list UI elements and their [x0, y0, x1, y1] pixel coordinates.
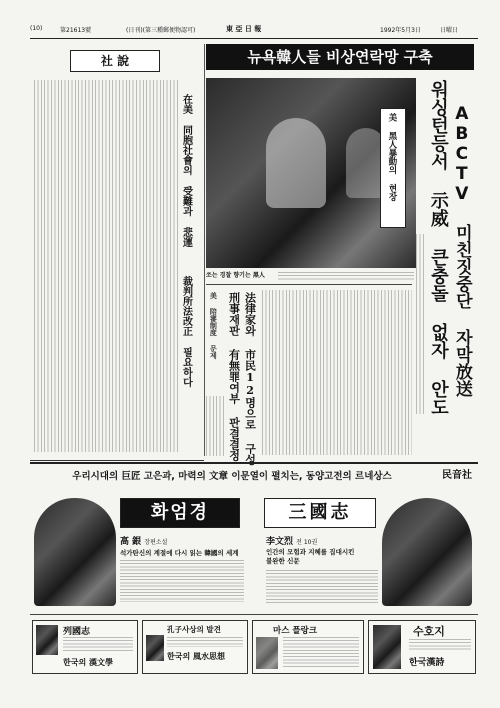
book2-author — [266, 534, 317, 547]
small-book-ad — [32, 620, 138, 674]
author-photo-yi-munyol — [382, 498, 472, 606]
ad-divider — [30, 614, 478, 615]
article-subhead-1: 法律家와 市民12명으로 구성 — [243, 292, 257, 465]
book-cover — [373, 625, 401, 669]
small-book-text — [283, 637, 359, 667]
book2-desc — [266, 548, 380, 566]
book2-text-block — [266, 570, 378, 604]
small-book-text — [167, 637, 243, 647]
photo-caption-text: 쏘는 경찰 향기는 黑人 — [206, 272, 265, 279]
newspaper-name: 東 亞 日 報 — [226, 24, 262, 33]
caption-text-block — [278, 272, 414, 280]
small-book-text — [63, 637, 133, 651]
photo-figure — [266, 118, 326, 208]
postal-stamp: (日刊)(第三種郵便物認可) — [126, 27, 196, 34]
small-book-subtitle: 한국의 漢文學 — [63, 657, 113, 667]
book2-desc-line1: 인간의 모험과 지혜를 집대시킨 — [266, 548, 355, 556]
quote-text: 美 黑人暴動의 현장 — [386, 113, 397, 201]
article-text-block-small — [206, 396, 224, 456]
banner-headline: 뉴욕韓人들 비상연락망 구축 — [247, 48, 433, 66]
book1-author — [120, 534, 167, 547]
side-text-block — [416, 234, 426, 414]
quote-box — [380, 108, 406, 228]
book1-desc: 석가탄신의 계절에 다시 읽는 韓國의 세계 — [120, 549, 239, 557]
article-text-block — [262, 290, 412, 455]
main-headline: 워싱턴등서 示威 큰충돌 없자 안도 — [427, 80, 449, 416]
issue-day: 日曜日 — [440, 27, 459, 34]
advertisement — [30, 462, 478, 678]
small-book-ad — [142, 620, 248, 674]
issue-number: 第21613號 — [60, 27, 92, 34]
editorial-title-2: 裁判所法改正 필요하다 — [180, 276, 192, 387]
small-book-subtitle: 한국의 風水思想 — [167, 651, 225, 661]
main-news-section — [204, 44, 478, 465]
author-photo-ko-un — [34, 498, 116, 606]
book2-author-name: 李文烈 — [266, 537, 294, 547]
small-book-title: 마스 플랑크 — [273, 626, 318, 636]
editorial-title-1: 在美 同胞社會의 受難과 悲運 — [180, 94, 192, 247]
side-article-title: 美 陪審制度 문제 — [209, 292, 219, 359]
banner-box — [206, 44, 474, 70]
page-number: (10) — [30, 25, 43, 32]
small-book-ad — [368, 620, 476, 674]
publisher-logo: 民音社 — [442, 470, 472, 481]
small-book-ad — [252, 620, 364, 674]
main-subhead: ABCTV 미친짓중단 자막放送 — [451, 104, 472, 397]
book1-author-name: 高 銀 — [120, 537, 142, 547]
book2-author-sub: 전 10권 — [296, 539, 318, 546]
book1-text-block — [120, 560, 244, 602]
small-book-text — [409, 639, 471, 651]
editorial-text-block — [34, 80, 178, 452]
book2-desc-line2: 불완한 신문 — [266, 557, 300, 565]
small-book-title: 수호지 — [413, 625, 445, 638]
article-divider — [206, 284, 412, 285]
small-book-title: 列國志 — [63, 627, 91, 637]
small-book-title: 孔子사상의 발견 — [167, 625, 221, 634]
book1-title: 화엄경 — [150, 502, 210, 523]
editorial-section — [30, 44, 205, 456]
book2-title-box — [264, 498, 376, 528]
newspaper-header — [30, 22, 478, 39]
ad-tagline: 우리시대의 巨匠 고은과, 마력의 文章 이문열이 펼치는, 동양고전의 르네상스 — [72, 471, 392, 482]
editorial-label: 社 說 — [100, 54, 130, 68]
editorial-label-box — [70, 50, 160, 72]
book-cover — [146, 635, 164, 661]
book1-title-box — [120, 498, 240, 528]
photo-caption — [206, 270, 416, 280]
issue-date: 1992年5月3日 — [380, 27, 421, 34]
section-divider — [30, 460, 204, 461]
article-subhead-2: 刑事재판 有無罪여부 판결결정 — [227, 292, 241, 461]
book-cover — [36, 625, 58, 655]
book2-title: 三國志 — [288, 502, 352, 523]
book1-author-sub: 장편소설 — [144, 539, 168, 546]
small-book-subtitle: 한국漢詩 — [409, 658, 445, 668]
book-cover — [256, 637, 278, 669]
